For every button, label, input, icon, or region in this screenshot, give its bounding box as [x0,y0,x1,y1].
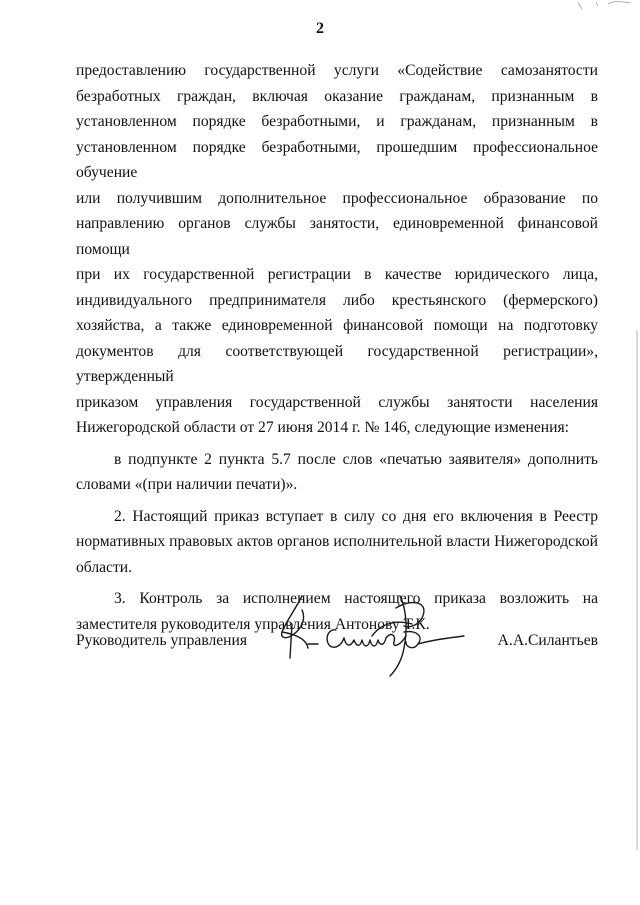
body-line: индивидуального предпринимателя либо крестьянского (фермерского) [76,291,598,309]
paragraph-control: 3. Контроль за исполнением настоящего приказа возложить на заместителя руководителя управления Антонову Т.К. [76,590,598,633]
body-line: установленном порядке безработными, прошедшим профессиональное обучение [76,138,598,181]
page-number: 2 [316,20,324,37]
body-line: документов для соответствующей государственной регистрации», утвержденный [76,342,598,385]
body-line: при их государственной регистрации в качестве юридического лица, [76,266,598,283]
body-line: приказом управления государственной службы занятости населения [76,393,598,411]
body-line: установленном порядке безработными, и гражданам, признанным в [76,113,598,130]
signatory-name: А.А.Силантьев [497,632,598,649]
body-line: направлению органов службы занятости, единовременной финансовой помощи [76,215,598,258]
paragraph-effective-date: 2. Настоящий приказ вступает в силу со дня его включения в Реестр нормативных правовых актов органов исполнительной власти Нижегородской области. [76,507,598,576]
body-line: Нижегородской области от 27 июня 2014 г. № 146, следующие изменения: [76,419,569,436]
signature-block [76,588,598,698]
paragraph-amendment: в подпункте 2 пункта 5.7 после слов «печатью заявителя» дополнить словами «(при наличии печати)». [76,450,598,493]
body-line: предоставлению государственной услуги «Содействие самозанятости [76,62,598,79]
scan-edge-shadow [636,330,638,850]
body-line: или получившим дополнительное профессиональное образование по [76,189,598,207]
body-line: хозяйства, а также единовременной финансовой помощи на подготовку [76,317,598,334]
handwritten-signature [272,588,468,688]
body-line: безработных граждан, включая оказание гражданам, признанным в [76,87,598,105]
signatory-title: Руководитель управления [76,632,248,649]
document-body [76,58,598,637]
scan-corner-mark [574,0,634,14]
